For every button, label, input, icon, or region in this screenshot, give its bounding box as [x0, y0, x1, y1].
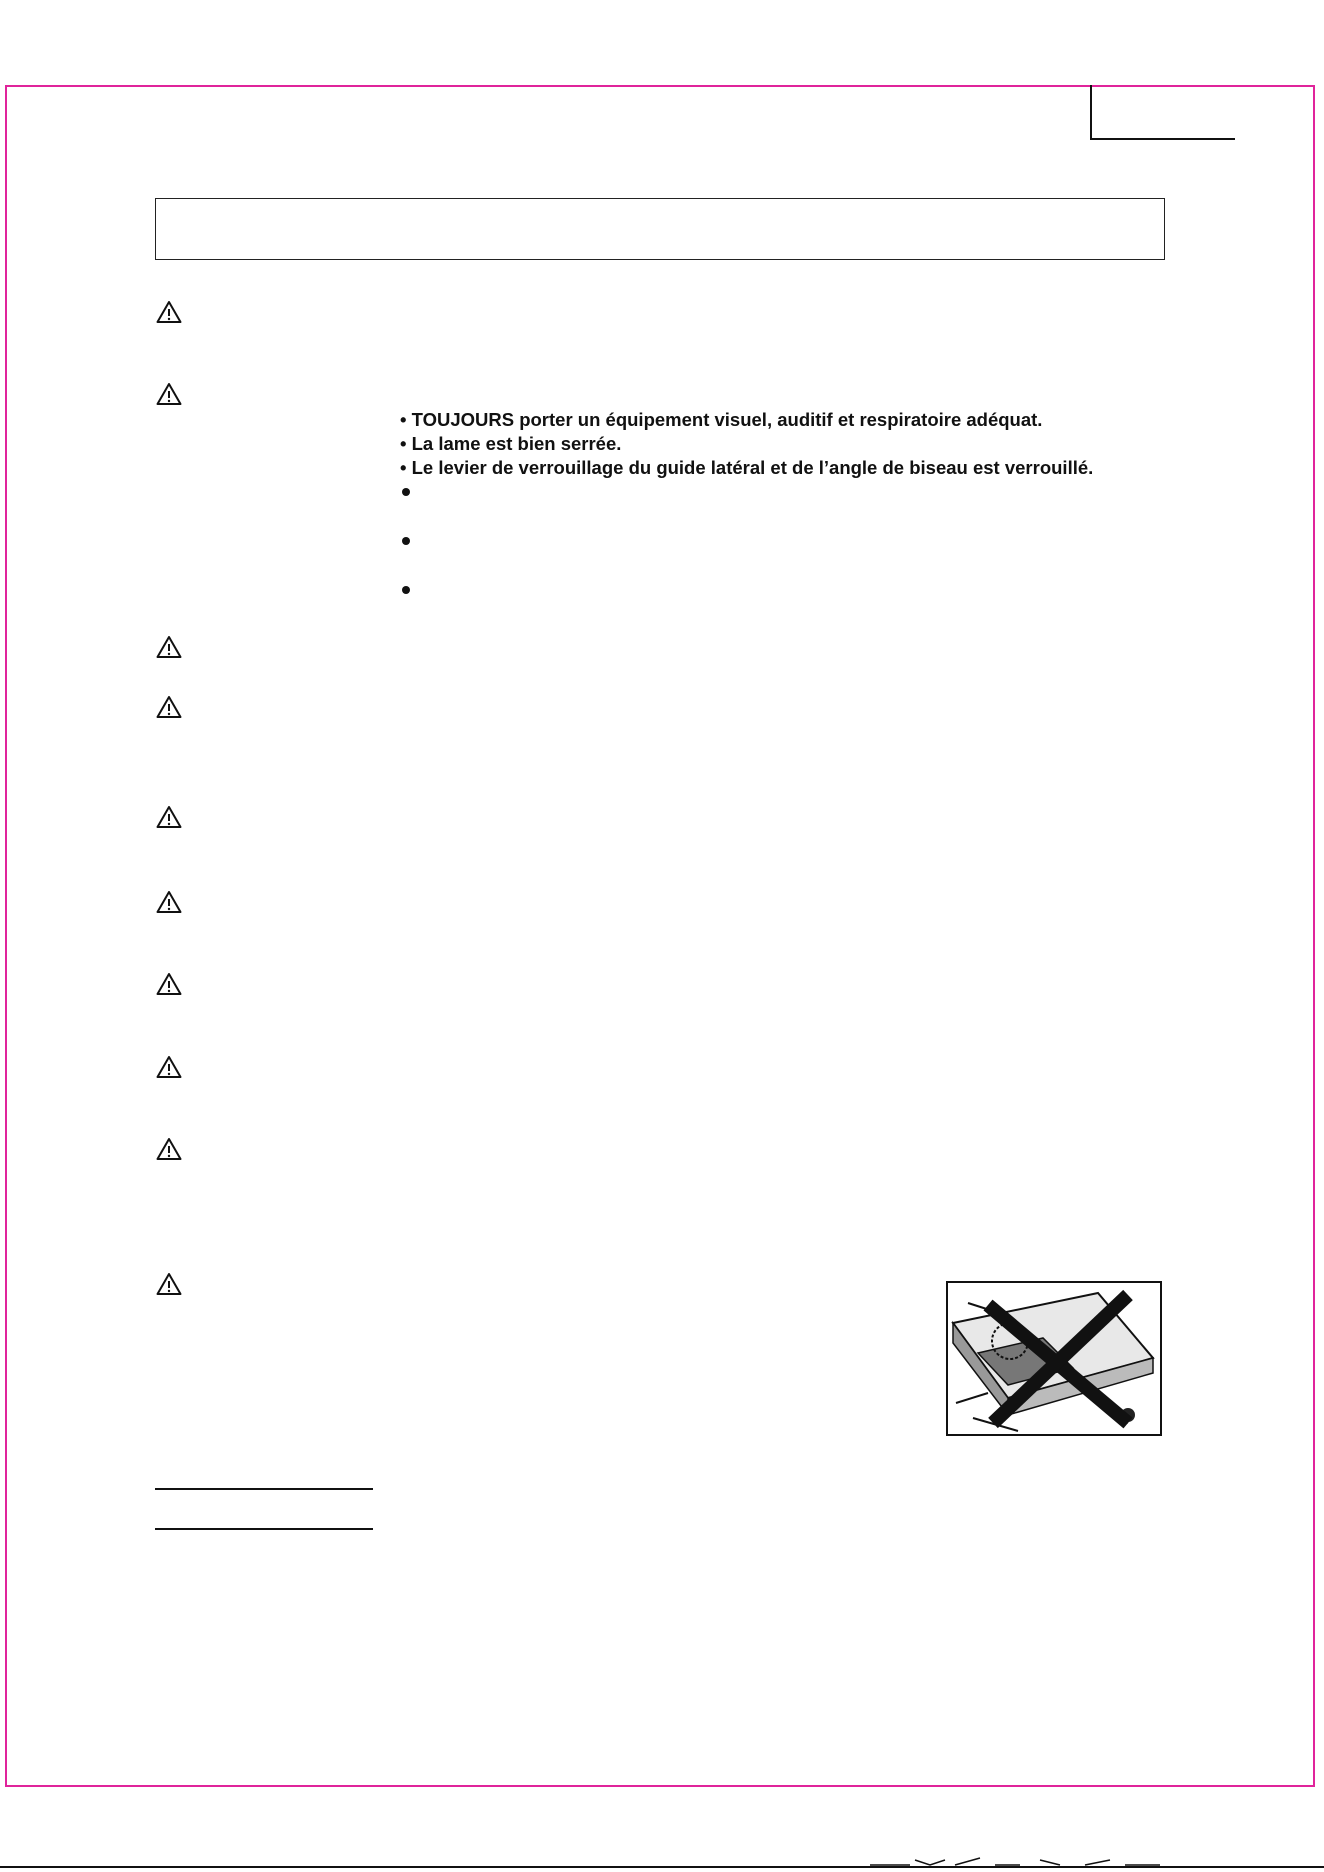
table-saw-crossed-out-icon [948, 1283, 1160, 1434]
warning-icon [156, 1272, 182, 1296]
safety-checklist [400, 408, 1093, 480]
warning-icon [156, 695, 182, 719]
prohibited-saw-illustration [946, 1281, 1162, 1436]
footer-artifact [870, 1856, 1170, 1866]
divider-line [155, 1488, 373, 1490]
warning-icon [156, 972, 182, 996]
bottom-rule [0, 1866, 1324, 1868]
page-frame [5, 85, 1315, 1787]
warning-icon [156, 805, 182, 829]
checklist-item: • Le levier de verrouillage du guide latéral et de l’angle de biseau est verrouillé. [400, 457, 1094, 478]
warning-icon [156, 1055, 182, 1079]
warning-icon [156, 382, 182, 406]
warning-icon [156, 890, 182, 914]
warning-icon [156, 635, 182, 659]
empty-bullet [402, 537, 410, 545]
checklist-item: • TOUJOURS porter un équipement visuel, auditif et respiratoire adéquat. [400, 409, 1043, 430]
divider-line [155, 1528, 373, 1530]
page-tab [1090, 85, 1235, 140]
empty-bullet [402, 586, 410, 594]
section-header-box [155, 198, 1165, 260]
checklist-item: • La lame est bien serrée. [400, 433, 622, 454]
warning-icon [156, 300, 182, 324]
empty-bullet [402, 488, 410, 496]
warning-icon [156, 1137, 182, 1161]
